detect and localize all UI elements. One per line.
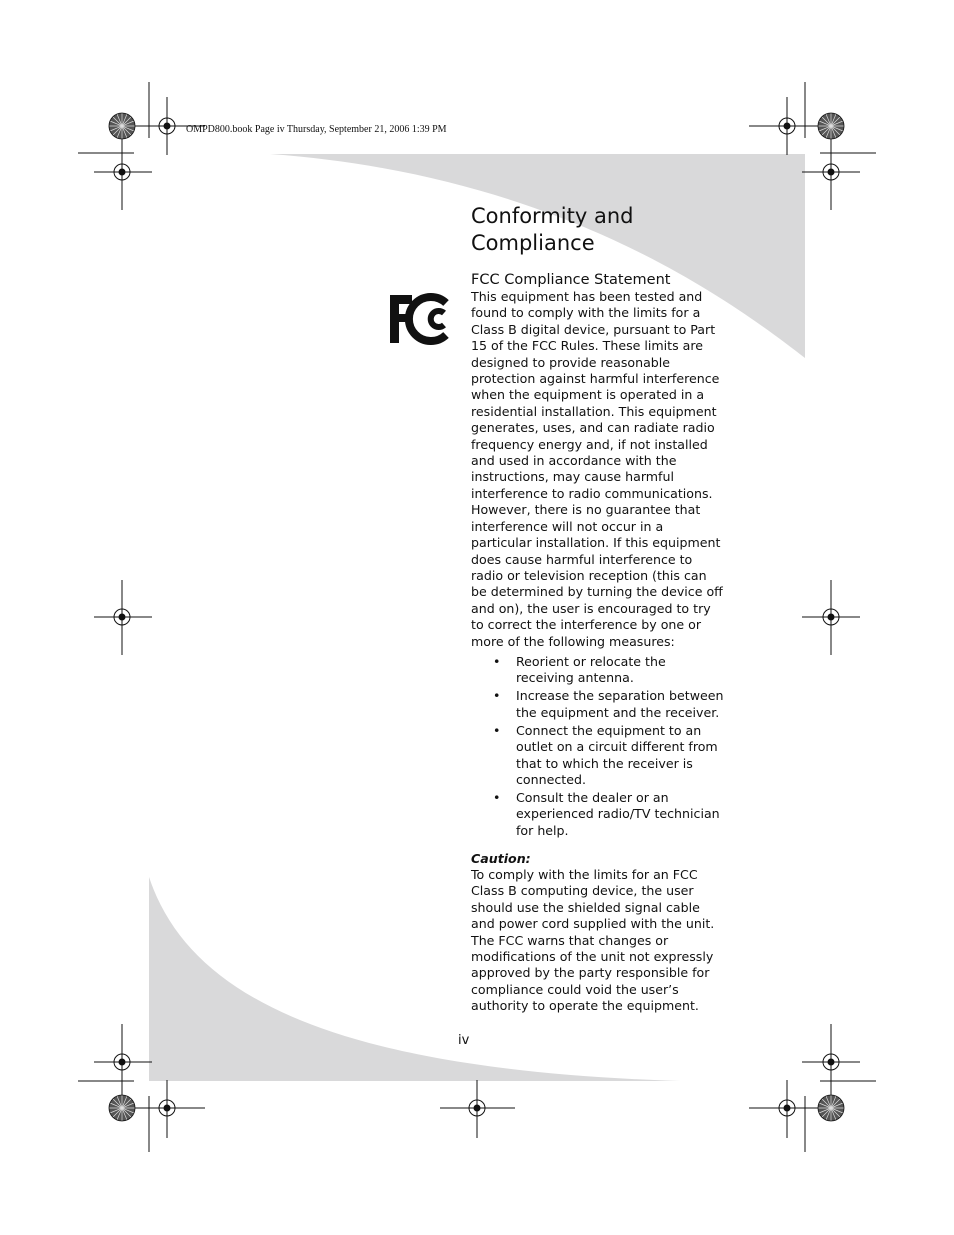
fcc-logo-icon	[388, 291, 458, 347]
reg-mark	[94, 1024, 152, 1100]
list-item: • Connect the equipment to an outlet on a circuit different from that to which the receiver is connected.	[493, 722, 718, 788]
list-item: • Increase the separation between the equipment and the receiver.	[493, 688, 724, 720]
reg-mark	[802, 580, 860, 655]
reg-mark	[130, 1080, 205, 1138]
bullet-icon: •	[493, 654, 501, 669]
measures-list	[493, 654, 725, 841]
reg-mark	[94, 134, 152, 210]
print-slug: OMPD800.book Page iv Thursday, September 21, 2006 1:39 PM	[186, 124, 447, 135]
reg-mark	[94, 580, 152, 655]
section-heading: FCC Compliance Statement	[471, 272, 671, 288]
star-target	[109, 113, 135, 139]
reg-mark	[749, 97, 824, 155]
bullet-icon: •	[493, 790, 501, 806]
page-title	[471, 203, 723, 257]
page-number: iv	[458, 1033, 470, 1048]
list-item: • Consult the dealer or an experienced radio/TV technician for help.	[493, 790, 720, 838]
reg-mark	[802, 134, 860, 210]
star-target	[818, 113, 844, 139]
reg-mark	[749, 1080, 824, 1138]
star-target	[109, 1095, 135, 1121]
caution-paragraph: To comply with the limits for an FCC Class B computing device, the user should use the shielded signal cable and power cord supplied with the unit. The FCC warns that changes or modifications of the unit not expressly approved by the party responsible for compliance could void the user’s authority to operate the equipment.	[471, 867, 715, 1014]
fcc-statement-paragraph: This equipment has been tested and found to comply with the limits for a Class B digital device, pursuant to Part 15 of the FCC Rules. These limits are designed to provide reasonable protection against harmful interference when the equipment is operated in a residential installation. This equipment generates, uses, and can radiate radio frequency energy and, if not installed and used in accordance with the instructions, may cause harmful interference to radio communications. However, there is no guarantee that interference will not occur in a particular installation. If this equipment does cause harmful interference to radio or television reception (this can be determined by turning the device off and on), the user is encouraged to try to correct the interference by one or more of the following measures:	[471, 289, 723, 649]
bullet-icon: •	[493, 722, 501, 738]
reg-mark	[440, 1080, 515, 1138]
reg-mark	[802, 1024, 860, 1100]
list-item: • Reorient or relocate the receiving antenna.	[493, 654, 666, 686]
caution-label: Caution:	[471, 851, 531, 866]
title-line-1: Conformity and	[471, 204, 634, 228]
title-line-2: Compliance	[471, 231, 595, 255]
star-target	[818, 1095, 844, 1121]
bullet-icon: •	[493, 688, 501, 704]
